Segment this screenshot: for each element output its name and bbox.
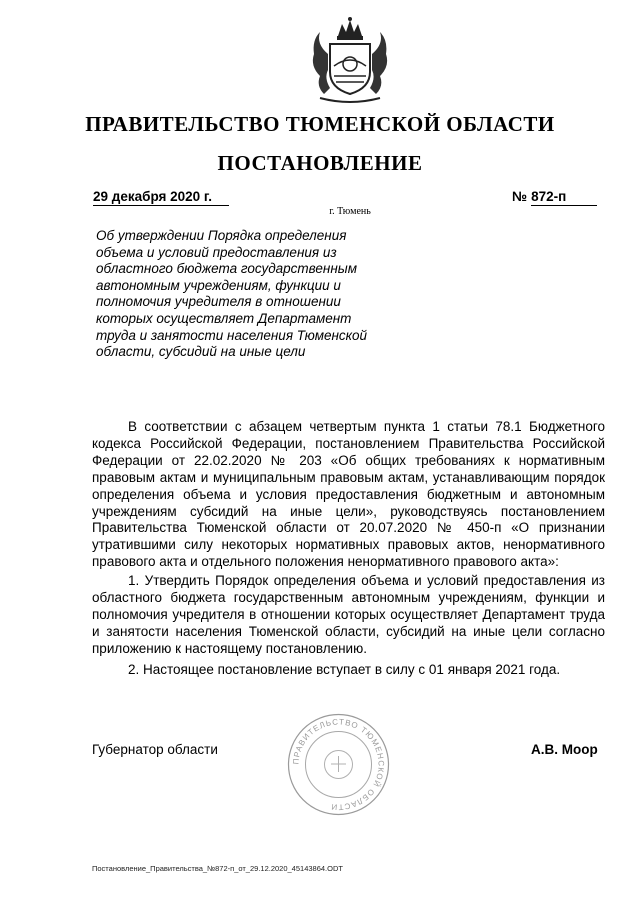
seal-text: ПРАВИТЕЛЬСТВО ТЮМЕНСКОЙ ОБЛАСТИ	[291, 717, 386, 812]
file-name-footer: Постановление_Правительства_№872-п_от_29.12.2020_45143864.ODT	[92, 864, 343, 873]
city-name: г. Тюмень	[329, 206, 371, 217]
preamble-paragraph: В соответствии с абзацем четвертым пункта 1 статьи 78.1 Бюджетного кодекса Российской Федерации, постановлением Правительства Российской Федерации от 22.02.2020 № 203 «Об общих требованиях к нормативным правовым актам и муниципальным правовым актам, устанавливающим порядок определения объема и условия предоставления бюджетным и автономным учреждениям субсидий на иные цели», руководствуясь постановлением Правительства Тюменской области от 20.07.2020 № 450-п «О признании утратившими силу некоторых нормативных правовых актов, ненормативного правового акта и отдельного положения ненормативного правового акта»:	[92, 419, 605, 570]
document-type: ПОСТАНОВЛЕНИЕ	[217, 151, 423, 175]
document-number	[512, 189, 604, 206]
number-prefix: №	[512, 189, 528, 204]
item-2-paragraph: 2. Настоящее постановление вступает в силу с 01 января 2021 года.	[128, 661, 561, 677]
document-date: 29 декабря 2020 г.	[93, 189, 229, 206]
government-title: ПРАВИТЕЛЬСТВО ТЮМЕНСКОЙ ОБЛАСТИ	[85, 112, 555, 136]
official-seal-stamp	[286, 712, 391, 817]
document-body	[92, 419, 605, 679]
item-1-paragraph: 1. Утвердить Порядок определения объема и условий предоставления из областного бюджета государственным автономным учреждениям, функции и полномочия учредителя в отношении которых осуществляет Департамент труда и занятости населения Тюменской области, субсидий на иные цели согласно приложению к настоящему постановлению.	[92, 573, 605, 656]
number-value: 872-п	[531, 189, 597, 206]
signer-position: Губернатор области	[92, 742, 218, 757]
coat-of-arms-emblem	[290, 14, 410, 104]
document-subject: Об утверждении Порядка определения объема и условий предоставления из областного бюджета государственным автономным учреждениям, функции и полномочия учредителя в отношении которых осуществляет Департамент труда и занятости населения Тюменской области, субсидий на иные цели	[96, 228, 368, 360]
signer-name: А.В. Моор	[531, 742, 598, 757]
